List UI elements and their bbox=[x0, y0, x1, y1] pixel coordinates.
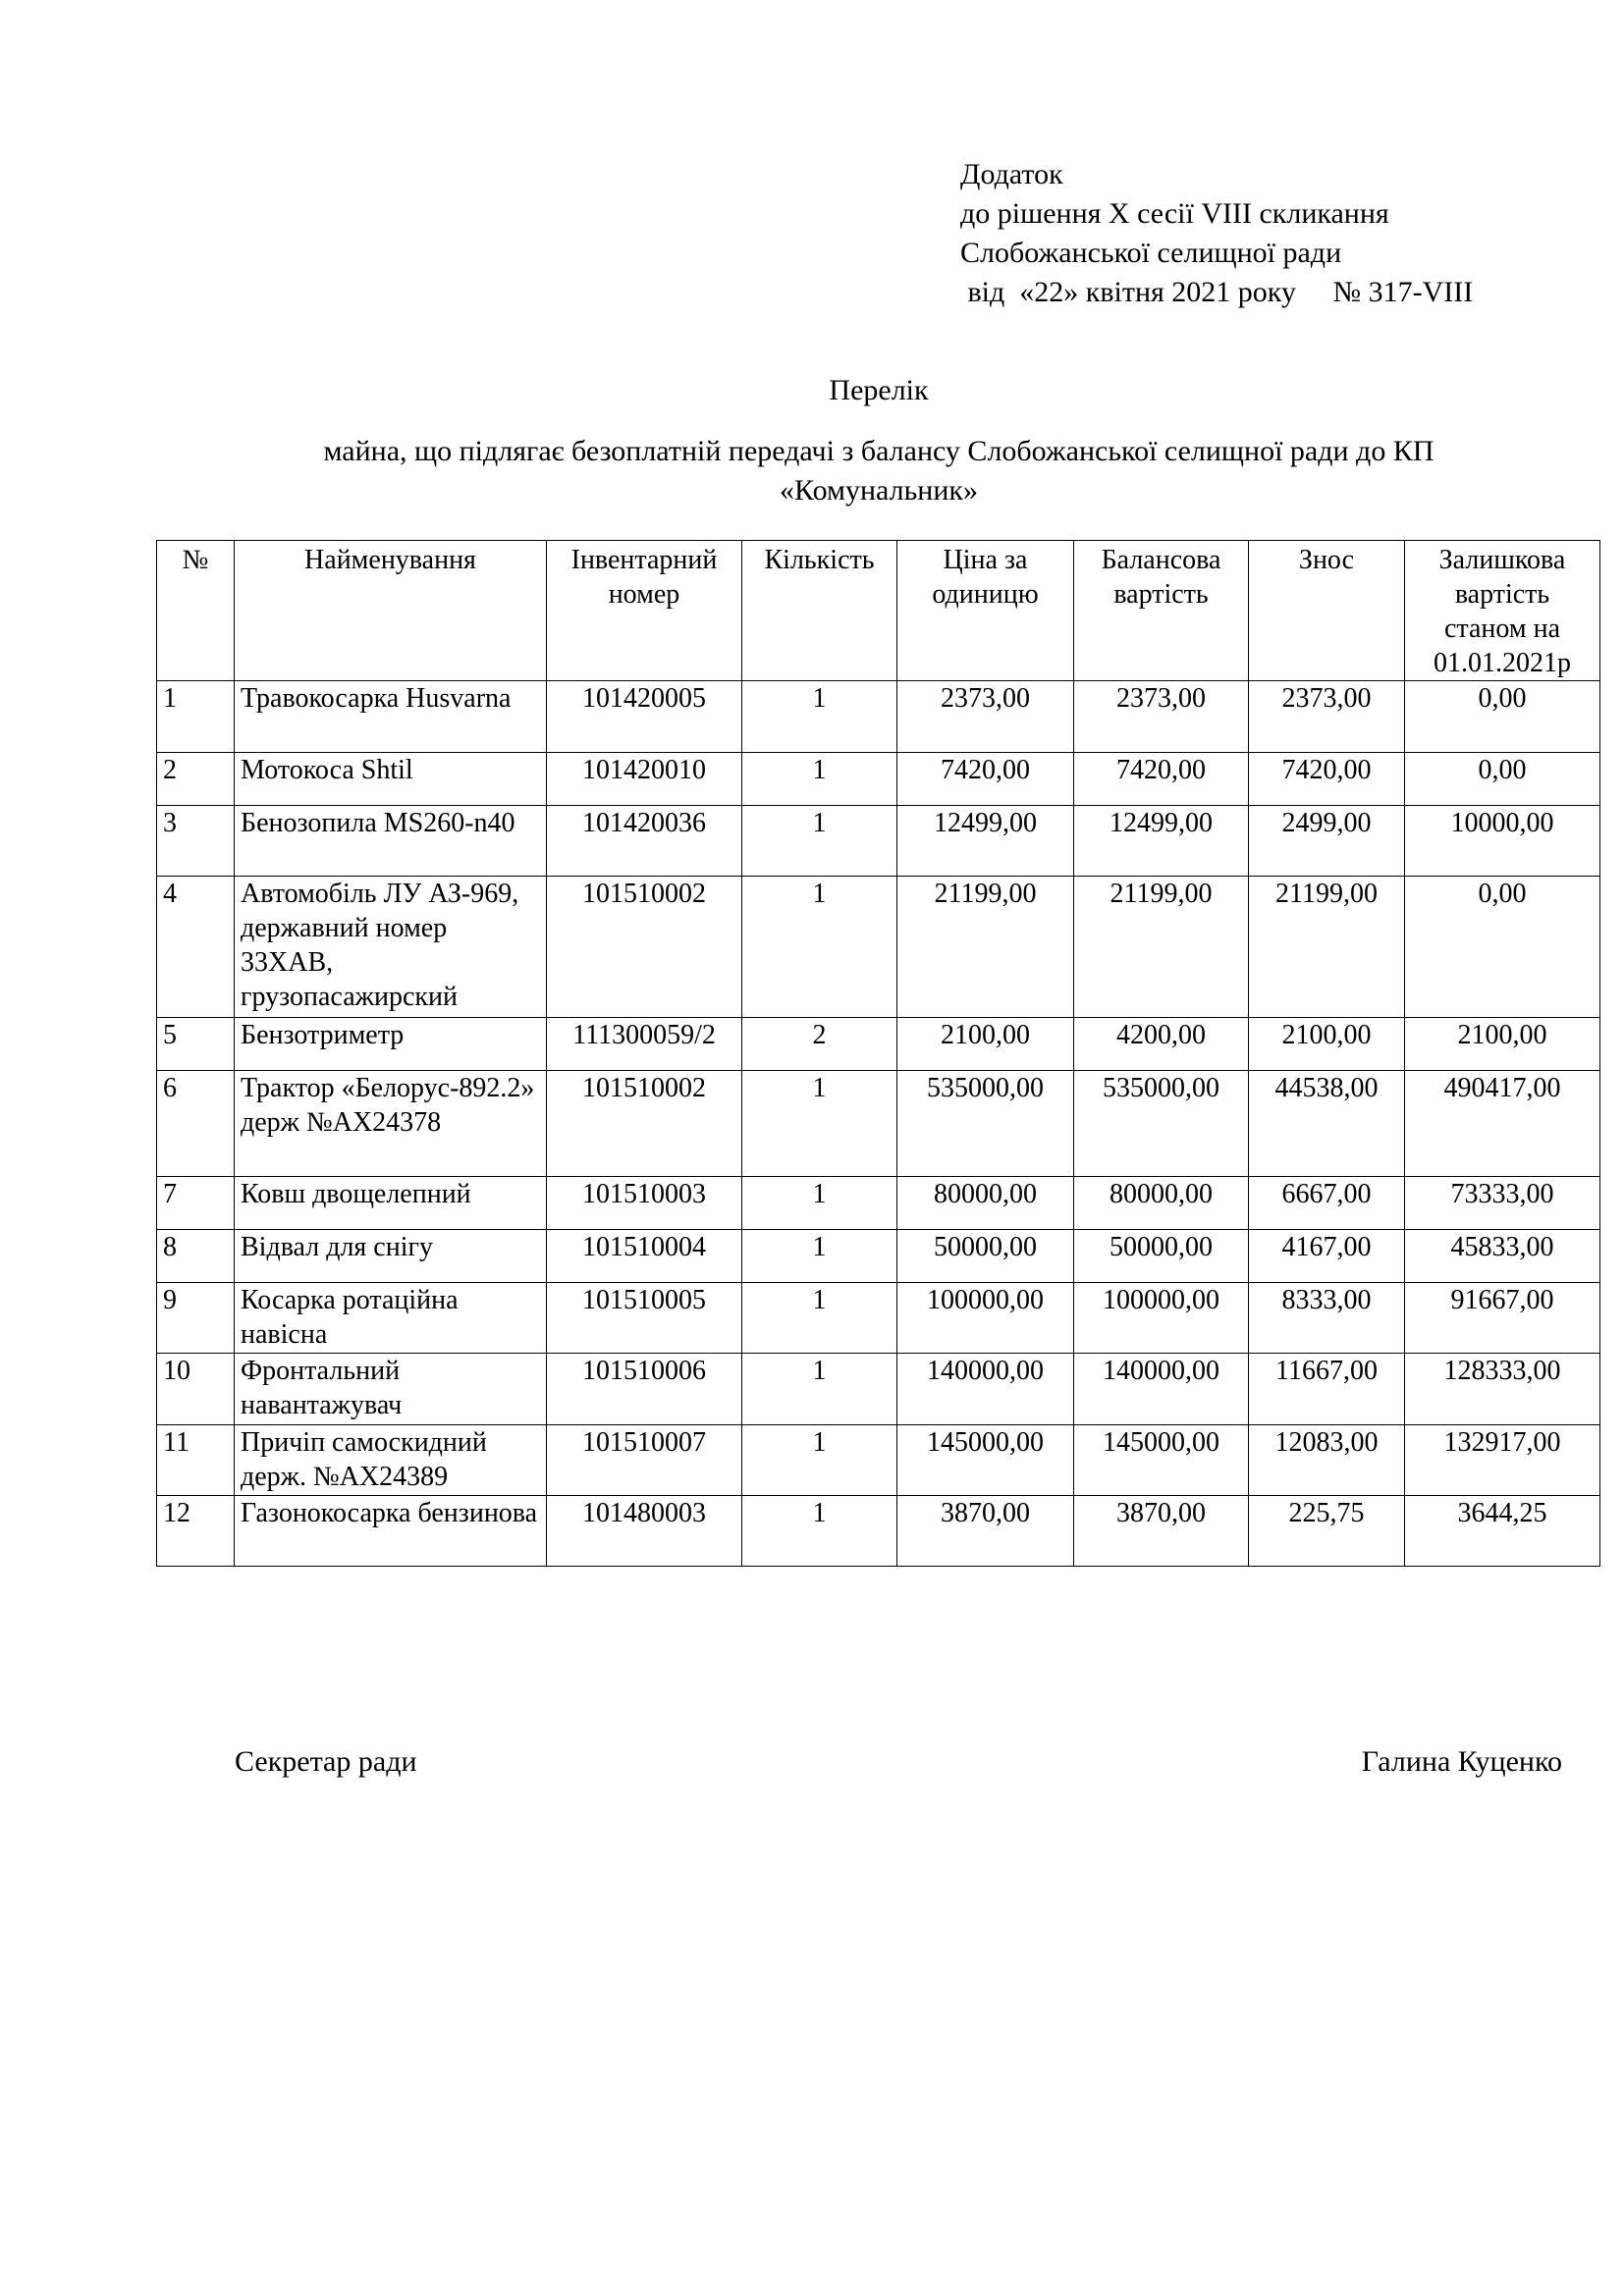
unit-price: 21199,00 bbox=[897, 877, 1074, 1018]
depreciation: 12083,00 bbox=[1249, 1425, 1405, 1496]
document-title: Перелік bbox=[829, 374, 929, 406]
document-subtitle: майна, що підлягає безоплатній передачі з балансу Слобожанської селищної ради до КП «Комунальник» bbox=[323, 435, 1435, 507]
table-row bbox=[157, 1230, 1600, 1283]
balance-value: 4200,00 bbox=[1074, 1018, 1249, 1071]
table-row bbox=[157, 681, 1600, 753]
item-name: Фронтальний навантажувач bbox=[235, 1354, 547, 1425]
quantity: 1 bbox=[742, 681, 897, 753]
depreciation: 6667,00 bbox=[1249, 1177, 1405, 1230]
balance-value: 50000,00 bbox=[1074, 1230, 1249, 1283]
council-name: Слобожанської селищної ради bbox=[960, 237, 1342, 269]
row-number: 12 bbox=[157, 1496, 235, 1567]
row-number: 1 bbox=[157, 681, 235, 753]
appendix-label: Додаток bbox=[960, 158, 1063, 190]
table-row bbox=[157, 753, 1600, 806]
residual-value: 490417,00 bbox=[1405, 1071, 1600, 1177]
row-number: 6 bbox=[157, 1071, 235, 1177]
col-header-number: № bbox=[157, 541, 235, 681]
col-header-unit-price: Ціна за одиницю bbox=[897, 541, 1074, 681]
item-name: Відвал для снігу bbox=[235, 1230, 547, 1283]
item-name: Автомобіль ЛУ АЗ-969, державний номер 33ХАВ, грузопасажирский bbox=[235, 877, 547, 1018]
property-table bbox=[156, 540, 1600, 1567]
quantity: 1 bbox=[742, 877, 897, 1018]
item-name: Бенозопила MS260-n40 bbox=[235, 806, 547, 877]
row-number: 2 bbox=[157, 753, 235, 806]
balance-value: 535000,00 bbox=[1074, 1071, 1249, 1177]
inventory-number: 101420036 bbox=[547, 806, 742, 877]
table-row bbox=[157, 1425, 1600, 1496]
inventory-number: 101510007 bbox=[547, 1425, 742, 1496]
row-number: 4 bbox=[157, 877, 235, 1018]
balance-value: 145000,00 bbox=[1074, 1425, 1249, 1496]
quantity: 1 bbox=[742, 1177, 897, 1230]
quantity: 1 bbox=[742, 1496, 897, 1567]
table-row bbox=[157, 1071, 1600, 1177]
depreciation: 21199,00 bbox=[1249, 877, 1405, 1018]
row-number: 8 bbox=[157, 1230, 235, 1283]
inventory-number: 101510006 bbox=[547, 1354, 742, 1425]
table-row bbox=[157, 1496, 1600, 1567]
quantity: 1 bbox=[742, 1425, 897, 1496]
table-row bbox=[157, 1354, 1600, 1425]
table-row bbox=[157, 1018, 1600, 1071]
row-number: 11 bbox=[157, 1425, 235, 1496]
residual-value: 0,00 bbox=[1405, 877, 1600, 1018]
residual-value: 10000,00 bbox=[1405, 806, 1600, 877]
inventory-number: 101420010 bbox=[547, 753, 742, 806]
depreciation: 4167,00 bbox=[1249, 1230, 1405, 1283]
residual-value: 0,00 bbox=[1405, 681, 1600, 753]
signatory-role: Секретар ради bbox=[235, 1745, 417, 1778]
quantity: 1 bbox=[742, 1283, 897, 1354]
depreciation: 2100,00 bbox=[1249, 1018, 1405, 1071]
residual-value: 2100,00 bbox=[1405, 1018, 1600, 1071]
table-row bbox=[157, 877, 1600, 1018]
row-number: 3 bbox=[157, 806, 235, 877]
col-header-inventory-number: Інвентарний номер bbox=[547, 541, 742, 681]
col-header-name: Найменування bbox=[235, 541, 547, 681]
inventory-number: 111300059/2 bbox=[547, 1018, 742, 1071]
item-name: Косарка ротаційна навісна bbox=[235, 1283, 547, 1354]
residual-value: 3644,25 bbox=[1405, 1496, 1600, 1567]
item-name: Ковш двощелепний bbox=[235, 1177, 547, 1230]
unit-price: 12499,00 bbox=[897, 806, 1074, 877]
decision-reference: до рішення Х сесії VIII скликання bbox=[960, 197, 1389, 230]
balance-value: 2373,00 bbox=[1074, 681, 1249, 753]
unit-price: 7420,00 bbox=[897, 753, 1074, 806]
inventory-number: 101510005 bbox=[547, 1283, 742, 1354]
depreciation: 7420,00 bbox=[1249, 753, 1405, 806]
unit-price: 2100,00 bbox=[897, 1018, 1074, 1071]
item-name: Бензотриметр bbox=[235, 1018, 547, 1071]
unit-price: 2373,00 bbox=[897, 681, 1074, 753]
balance-value: 100000,00 bbox=[1074, 1283, 1249, 1354]
item-name: Причіп самоскидний держ. №АХ24389 bbox=[235, 1425, 547, 1496]
depreciation: 44538,00 bbox=[1249, 1071, 1405, 1177]
balance-value: 140000,00 bbox=[1074, 1354, 1249, 1425]
unit-price: 145000,00 bbox=[897, 1425, 1074, 1496]
col-header-residual-value: Залишкова вартість станом на 01.01.2021р bbox=[1405, 541, 1600, 681]
item-name: Трактор «Белорус-892.2» держ №АХ24378 bbox=[235, 1071, 547, 1177]
inventory-number: 101510003 bbox=[547, 1177, 742, 1230]
signatory-name: Галина Куценко bbox=[1361, 1745, 1562, 1778]
balance-value: 7420,00 bbox=[1074, 753, 1249, 806]
depreciation: 2499,00 bbox=[1249, 806, 1405, 877]
row-number: 10 bbox=[157, 1354, 235, 1425]
row-number: 9 bbox=[157, 1283, 235, 1354]
quantity: 1 bbox=[742, 1354, 897, 1425]
col-header-quantity: Кількість bbox=[742, 541, 897, 681]
quantity: 2 bbox=[742, 1018, 897, 1071]
residual-value: 91667,00 bbox=[1405, 1283, 1600, 1354]
table-row bbox=[157, 1177, 1600, 1230]
item-name: Мотокоса Shtil bbox=[235, 753, 547, 806]
unit-price: 3870,00 bbox=[897, 1496, 1074, 1567]
inventory-number: 101510004 bbox=[547, 1230, 742, 1283]
residual-value: 128333,00 bbox=[1405, 1354, 1600, 1425]
inventory-number: 101510002 bbox=[547, 877, 742, 1018]
residual-value: 132917,00 bbox=[1405, 1425, 1600, 1496]
item-name: Газонокосарка бензинова bbox=[235, 1496, 547, 1567]
inventory-number: 101510002 bbox=[547, 1071, 742, 1177]
quantity: 1 bbox=[742, 1230, 897, 1283]
appendix-header bbox=[960, 155, 1473, 312]
row-number: 7 bbox=[157, 1177, 235, 1230]
table-row bbox=[157, 806, 1600, 877]
col-header-depreciation: Знос bbox=[1249, 541, 1405, 681]
unit-price: 140000,00 bbox=[897, 1354, 1074, 1425]
row-number: 5 bbox=[157, 1018, 235, 1071]
depreciation: 11667,00 bbox=[1249, 1354, 1405, 1425]
inventory-number: 101420005 bbox=[547, 681, 742, 753]
balance-value: 21199,00 bbox=[1074, 877, 1249, 1018]
depreciation: 8333,00 bbox=[1249, 1283, 1405, 1354]
quantity: 1 bbox=[742, 806, 897, 877]
unit-price: 100000,00 bbox=[897, 1283, 1074, 1354]
depreciation: 225,75 bbox=[1249, 1496, 1405, 1567]
quantity: 1 bbox=[742, 1071, 897, 1177]
balance-value: 80000,00 bbox=[1074, 1177, 1249, 1230]
unit-price: 80000,00 bbox=[897, 1177, 1074, 1230]
balance-value: 12499,00 bbox=[1074, 806, 1249, 877]
unit-price: 50000,00 bbox=[897, 1230, 1074, 1283]
residual-value: 0,00 bbox=[1405, 753, 1600, 806]
residual-value: 73333,00 bbox=[1405, 1177, 1600, 1230]
decision-date-number: від «22» квітня 2021 року № 317-VIII bbox=[960, 276, 1474, 308]
quantity: 1 bbox=[742, 753, 897, 806]
unit-price: 535000,00 bbox=[897, 1071, 1074, 1177]
col-header-balance-value: Балансова вартість bbox=[1074, 541, 1249, 681]
table-header-row bbox=[157, 541, 1600, 681]
depreciation: 2373,00 bbox=[1249, 681, 1405, 753]
balance-value: 3870,00 bbox=[1074, 1496, 1249, 1567]
inventory-number: 101480003 bbox=[547, 1496, 742, 1567]
item-name: Травокосарка Husvarna bbox=[235, 681, 547, 753]
table-row bbox=[157, 1283, 1600, 1354]
residual-value: 45833,00 bbox=[1405, 1230, 1600, 1283]
